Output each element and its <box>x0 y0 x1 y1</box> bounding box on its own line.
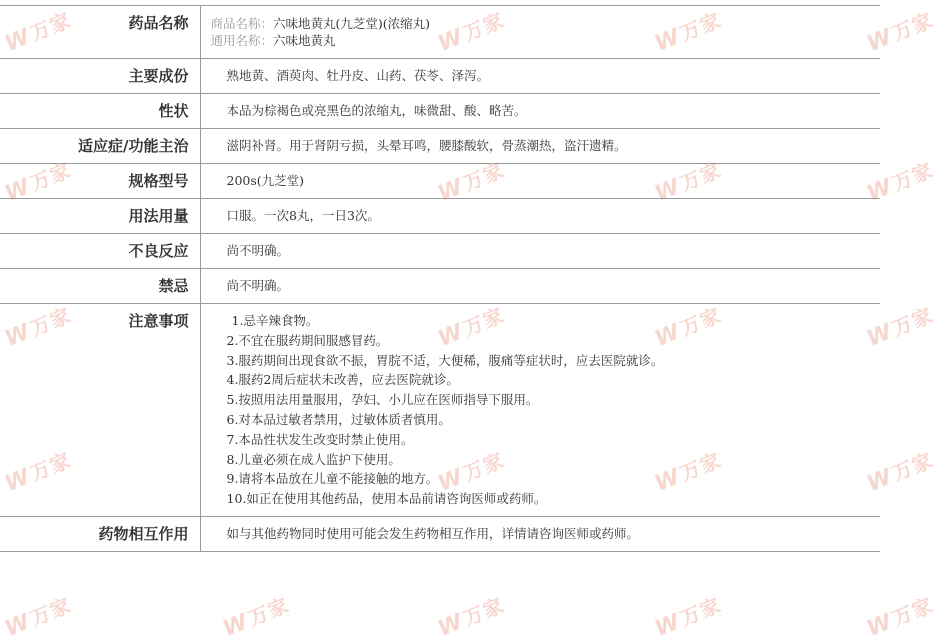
watermark: W万家 <box>651 302 725 352</box>
contraindications-value: 尚不明确。 <box>200 269 880 304</box>
watermark: W万家 <box>863 157 937 207</box>
generic-name-label: 通用名称： <box>210 33 274 48</box>
precaution-item: 2.不宜在服药期间服感冒药。 <box>226 332 389 348</box>
indications-label: 适应症/功能主治 <box>0 129 200 164</box>
watermark: W万家 <box>1 592 75 642</box>
drug-name-label: 药品名称 <box>0 6 200 59</box>
precautions-value <box>200 304 880 517</box>
watermark: W万家 <box>1 447 75 497</box>
watermark: W万家 <box>651 157 725 207</box>
precautions-list <box>227 311 871 509</box>
watermark: W万家 <box>863 302 937 352</box>
precautions-label: 注意事项 <box>0 304 200 517</box>
watermark: W万家 <box>434 157 508 207</box>
watermark: W万家 <box>863 592 937 642</box>
row-specification <box>0 164 880 199</box>
product-name-label: 商品名称： <box>210 16 274 31</box>
watermark: W万家 <box>1 157 75 207</box>
watermark: W万家 <box>651 7 725 57</box>
character-label: 性状 <box>0 94 200 129</box>
row-adverse-reactions <box>0 234 880 269</box>
watermark: W万家 <box>434 7 508 57</box>
precaution-item: 3.服药期间出现食欲不振，胃脘不适，大便稀，腹痛等症状时，应去医院就诊。 <box>226 352 664 368</box>
watermark: W万家 <box>434 302 508 352</box>
specification-label: 规格型号 <box>0 164 200 199</box>
interactions-value: 如与其他药物同时使用可能会发生药物相互作用，详情请咨询医师或药师。 <box>200 516 880 551</box>
watermark: W万家 <box>434 592 508 642</box>
generic-name-line <box>211 32 871 49</box>
watermark: W万家 <box>863 447 937 497</box>
precaution-item: 5.按照用法用量服用，孕妇、小儿应在医师指导下服用。 <box>226 392 539 408</box>
watermark: W万家 <box>1 7 75 57</box>
interactions-label: 药物相互作用 <box>0 516 200 551</box>
specification-value: 200s(九芝堂) <box>200 164 880 199</box>
product-name: 六味地黄丸(九芝堂)(浓缩丸) <box>273 16 431 31</box>
precaution-item: 4.服药2周后症状未改善，应去医院就诊。 <box>226 372 459 388</box>
drug-spec-table <box>0 5 880 552</box>
generic-name: 六味地黄丸 <box>273 33 336 48</box>
row-character <box>0 94 880 129</box>
drug-name-value <box>200 6 880 59</box>
precaution-item: 9.请将本品放在儿童不能接触的地方。 <box>226 471 439 487</box>
precaution-item: 6.对本品过敏者禁用，过敏体质者慎用。 <box>226 411 451 427</box>
ingredients-value: 熟地黄、酒萸肉、牡丹皮、山药、茯苓、泽泻。 <box>200 59 880 94</box>
row-ingredients <box>0 59 880 94</box>
row-contraindications <box>0 269 880 304</box>
contraindications-label: 禁忌 <box>0 269 200 304</box>
ingredients-label: 主要成份 <box>0 59 200 94</box>
row-drug-name <box>0 6 880 59</box>
row-precautions <box>0 304 880 517</box>
precaution-item: 1.忌辛辣食物。 <box>231 313 319 328</box>
dosage-value: 口服。一次8丸，一日3次。 <box>200 199 880 234</box>
adverse-label: 不良反应 <box>0 234 200 269</box>
watermark: W万家 <box>219 592 293 642</box>
watermark: W万家 <box>1 302 75 352</box>
watermark: W万家 <box>651 592 725 642</box>
adverse-value: 尚不明确。 <box>200 234 880 269</box>
row-indications <box>0 129 880 164</box>
precaution-item: 8.儿童必须在成人监护下使用。 <box>226 451 401 467</box>
product-name-line <box>211 15 871 32</box>
character-value: 本品为棕褐色或亮黑色的浓缩丸，味微甜、酸、略苦。 <box>200 94 880 129</box>
watermark: W万家 <box>863 7 937 57</box>
row-interactions <box>0 516 880 551</box>
dosage-label: 用法用量 <box>0 199 200 234</box>
watermark: W万家 <box>651 447 725 497</box>
indications-value: 滋阴补肾。用于肾阴亏损，头晕耳鸣，腰膝酸软，骨蒸潮热，盗汗遗精。 <box>200 129 880 164</box>
precaution-item: 10.如正在使用其他药品，使用本品前请咨询医师或药师。 <box>226 491 547 507</box>
precaution-item: 7.本品性状发生改变时禁止使用。 <box>226 431 414 447</box>
watermark: W万家 <box>434 447 508 497</box>
row-dosage <box>0 199 880 234</box>
